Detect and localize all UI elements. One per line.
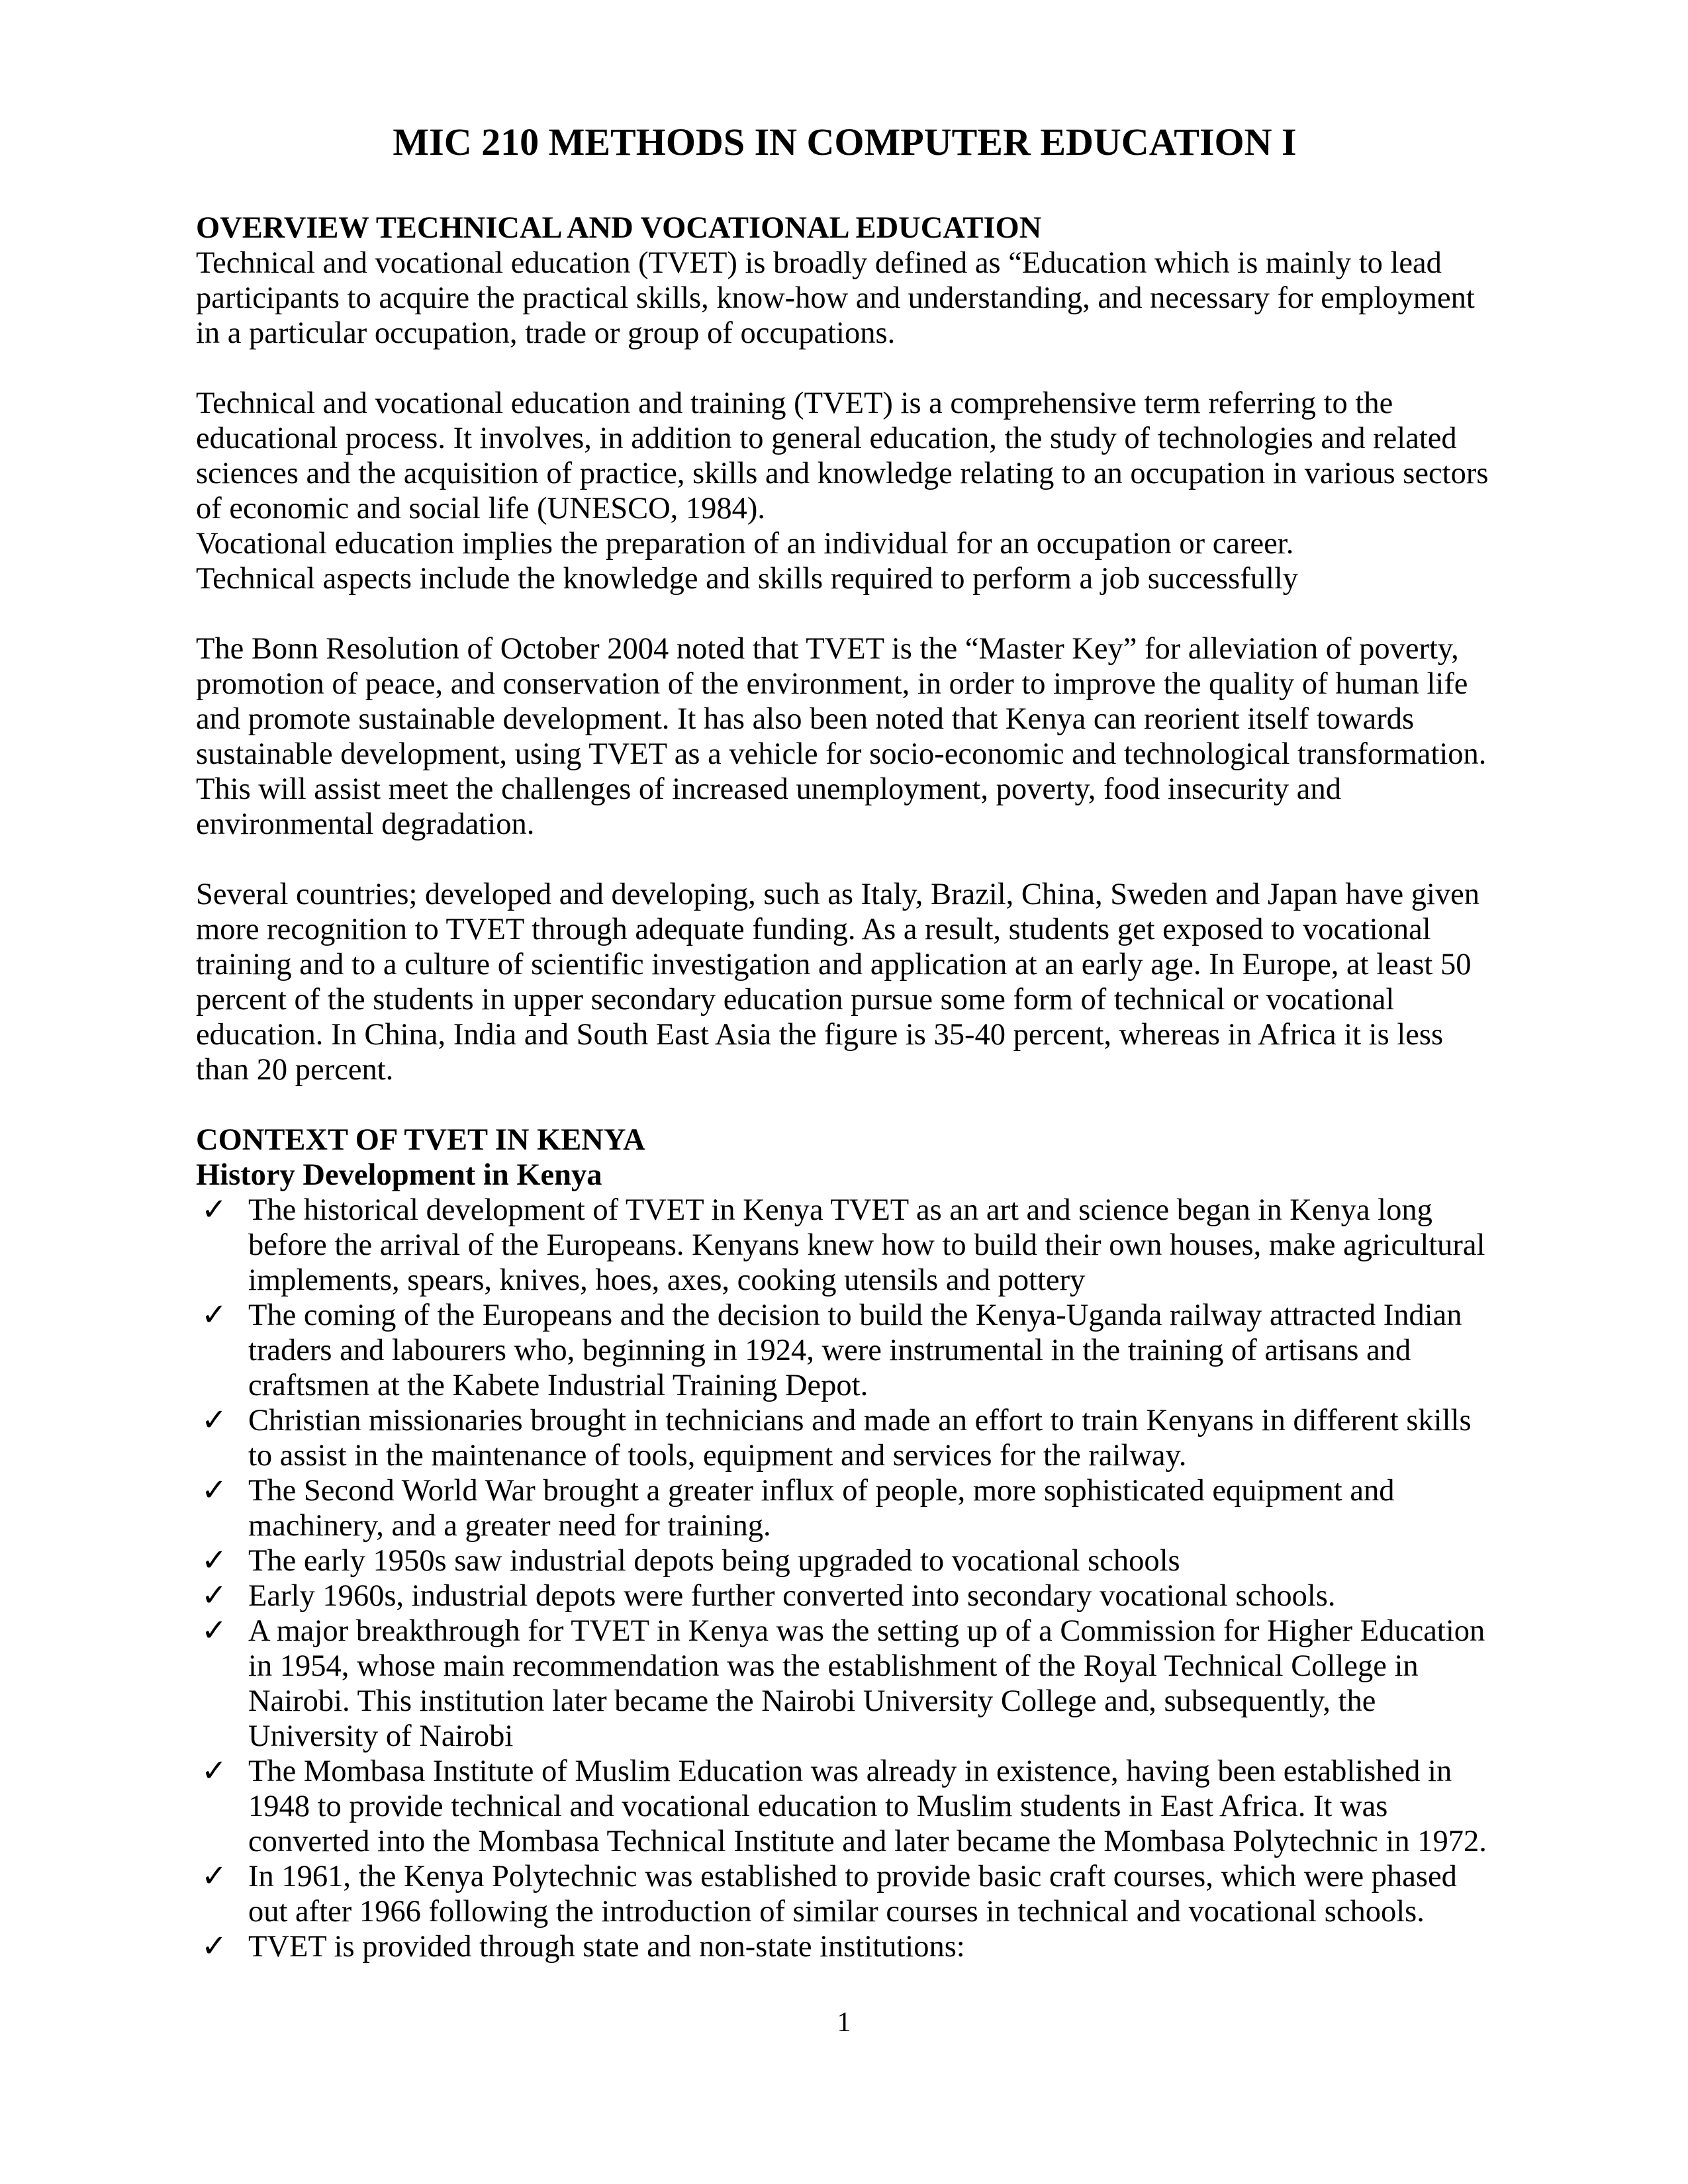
list-item-text: The historical development of TVET in Kenya TVET as an art and science began in Kenya long before the arrival of the Europeans. Kenyans knew how to build their own houses, make agricultural implements, spears, knives, hoes, axes, cooking utensils and pottery [248, 1193, 1485, 1297]
list-item [196, 1929, 1493, 1964]
checkmark-icon: ✓ [201, 1860, 227, 1893]
checkmark-icon: ✓ [201, 1579, 227, 1613]
list-item [196, 1543, 1493, 1578]
list-item [196, 1614, 1493, 1754]
list-item-text: Christian missionaries brought in technicians and made an effort to train Kenyans in different skills to assist in the maintenance of tools, equipment and services for the railway. [248, 1404, 1472, 1473]
paragraph: Several countries; developed and developing, such as Italy, Brazil, China, Sweden and Japan have given more recognition to TVET through adequate funding. As a result, students get exposed to vocational training and to a culture of scientific investigation and application at an early age. In Europe, at least 50 percent of the students in upper secondary education pursue some form of technical or vocational education. In China, India and South East Asia the figure is 35-40 percent, whereas in Africa it is less than 20 percent. [196, 878, 1480, 1087]
paragraph: The Bonn Resolution of October 2004 noted that TVET is the “Master Key” for alleviation of poverty, promotion of peace, and conservation of the environment, in order to improve the quality of human life and promote sustainable development. It has also been noted that Kenya can reorient itself towards sustainable development, using TVET as a vehicle for socio-economic and technological transformation. This will assist meet the challenges of increased unemployment, poverty, food insecurity and environmental degradation. [196, 632, 1487, 841]
list-item-text: The Second World War brought a greater influx of people, more sophisticated equipment and machinery, and a greater need for training. [248, 1474, 1395, 1543]
checkmark-icon: ✓ [201, 1930, 227, 1964]
checkmark-icon: ✓ [201, 1614, 227, 1648]
list-item-text: A major breakthrough for TVET in Kenya was the setting up of a Commission for Higher Education in 1954, whose main recommendation was the establishment of the Royal Technical College in Nairobi. This institution later became the Nairobi University College and, subsequently, the University of Nairobi [248, 1614, 1485, 1753]
checkmark-icon: ✓ [201, 1404, 227, 1437]
list-item [196, 1473, 1493, 1543]
paragraph: Technical and vocational education and training (TVET) is a comprehensive term referring to the educational process. It involves, in addition to general education, the study of technologies and related sciences and the acquisition of practice, skills and knowledge relating to an occupation in various sectors of economic and social life (UNESCO, 1984). [196, 387, 1489, 525]
list-item [196, 1578, 1493, 1614]
list-item [196, 1403, 1493, 1473]
page-number: 1 [837, 2007, 851, 2038]
list-item-text: The coming of the Europeans and the decision to build the Kenya-Uganda railway attracted Indian traders and labourers who, beginning in 1924, were instrumental in the training of artisans and craftsmen at the Kabete Industrial Training Depot. [248, 1298, 1462, 1402]
checkmark-icon: ✓ [201, 1754, 227, 1788]
document-content [196, 119, 1493, 1964]
list-item-text: TVET is provided through state and non-state institutions: [248, 1930, 965, 1964]
list-item [196, 1193, 1493, 1298]
section-heading-context: CONTEXT OF TVET IN KENYA [196, 1123, 645, 1157]
checkmark-icon: ✓ [201, 1474, 227, 1508]
list-item [196, 1859, 1493, 1929]
section-subheading-history: History Development in Kenya [196, 1158, 602, 1192]
list-item [196, 1298, 1493, 1403]
list-item [196, 1754, 1493, 1859]
paragraph: Vocational education implies the preparation of an individual for an occupation or career. [196, 527, 1294, 561]
page-title: MIC 210 METHODS IN COMPUTER EDUCATION I [393, 120, 1297, 163]
paragraph: Technical and vocational education (TVET) is broadly defined as “Education which is mainly to lead participants to acquire the practical skills, know-how and understanding, and necessary for employment in a particular occupation, trade or group of occupations. [196, 246, 1475, 350]
checkmark-icon: ✓ [201, 1544, 227, 1578]
list-item-text: The Mombasa Institute of Muslim Education was already in existence, having been established in 1948 to provide technical and vocational education to Muslim students in East Africa. It was converted into the Mombasa Technical Institute and later became the Mombasa Polytechnic in 1972. [248, 1754, 1487, 1858]
list-item-text: In 1961, the Kenya Polytechnic was established to provide basic craft courses, which were phased out after 1966 following the introduction of similar courses in technical and vocational schools. [248, 1860, 1457, 1929]
paragraph: Technical aspects include the knowledge and skills required to perform a job successfully [196, 562, 1299, 596]
list-item-text: Early 1960s, industrial depots were further converted into secondary vocational schools. [248, 1579, 1336, 1613]
list-item-text: The early 1950s saw industrial depots being upgraded to vocational schools [248, 1544, 1180, 1578]
section-heading-overview: OVERVIEW TECHNICAL AND VOCATIONAL EDUCATION [196, 211, 1042, 245]
checkmark-icon: ✓ [201, 1298, 227, 1332]
checkmark-icon: ✓ [201, 1193, 227, 1227]
